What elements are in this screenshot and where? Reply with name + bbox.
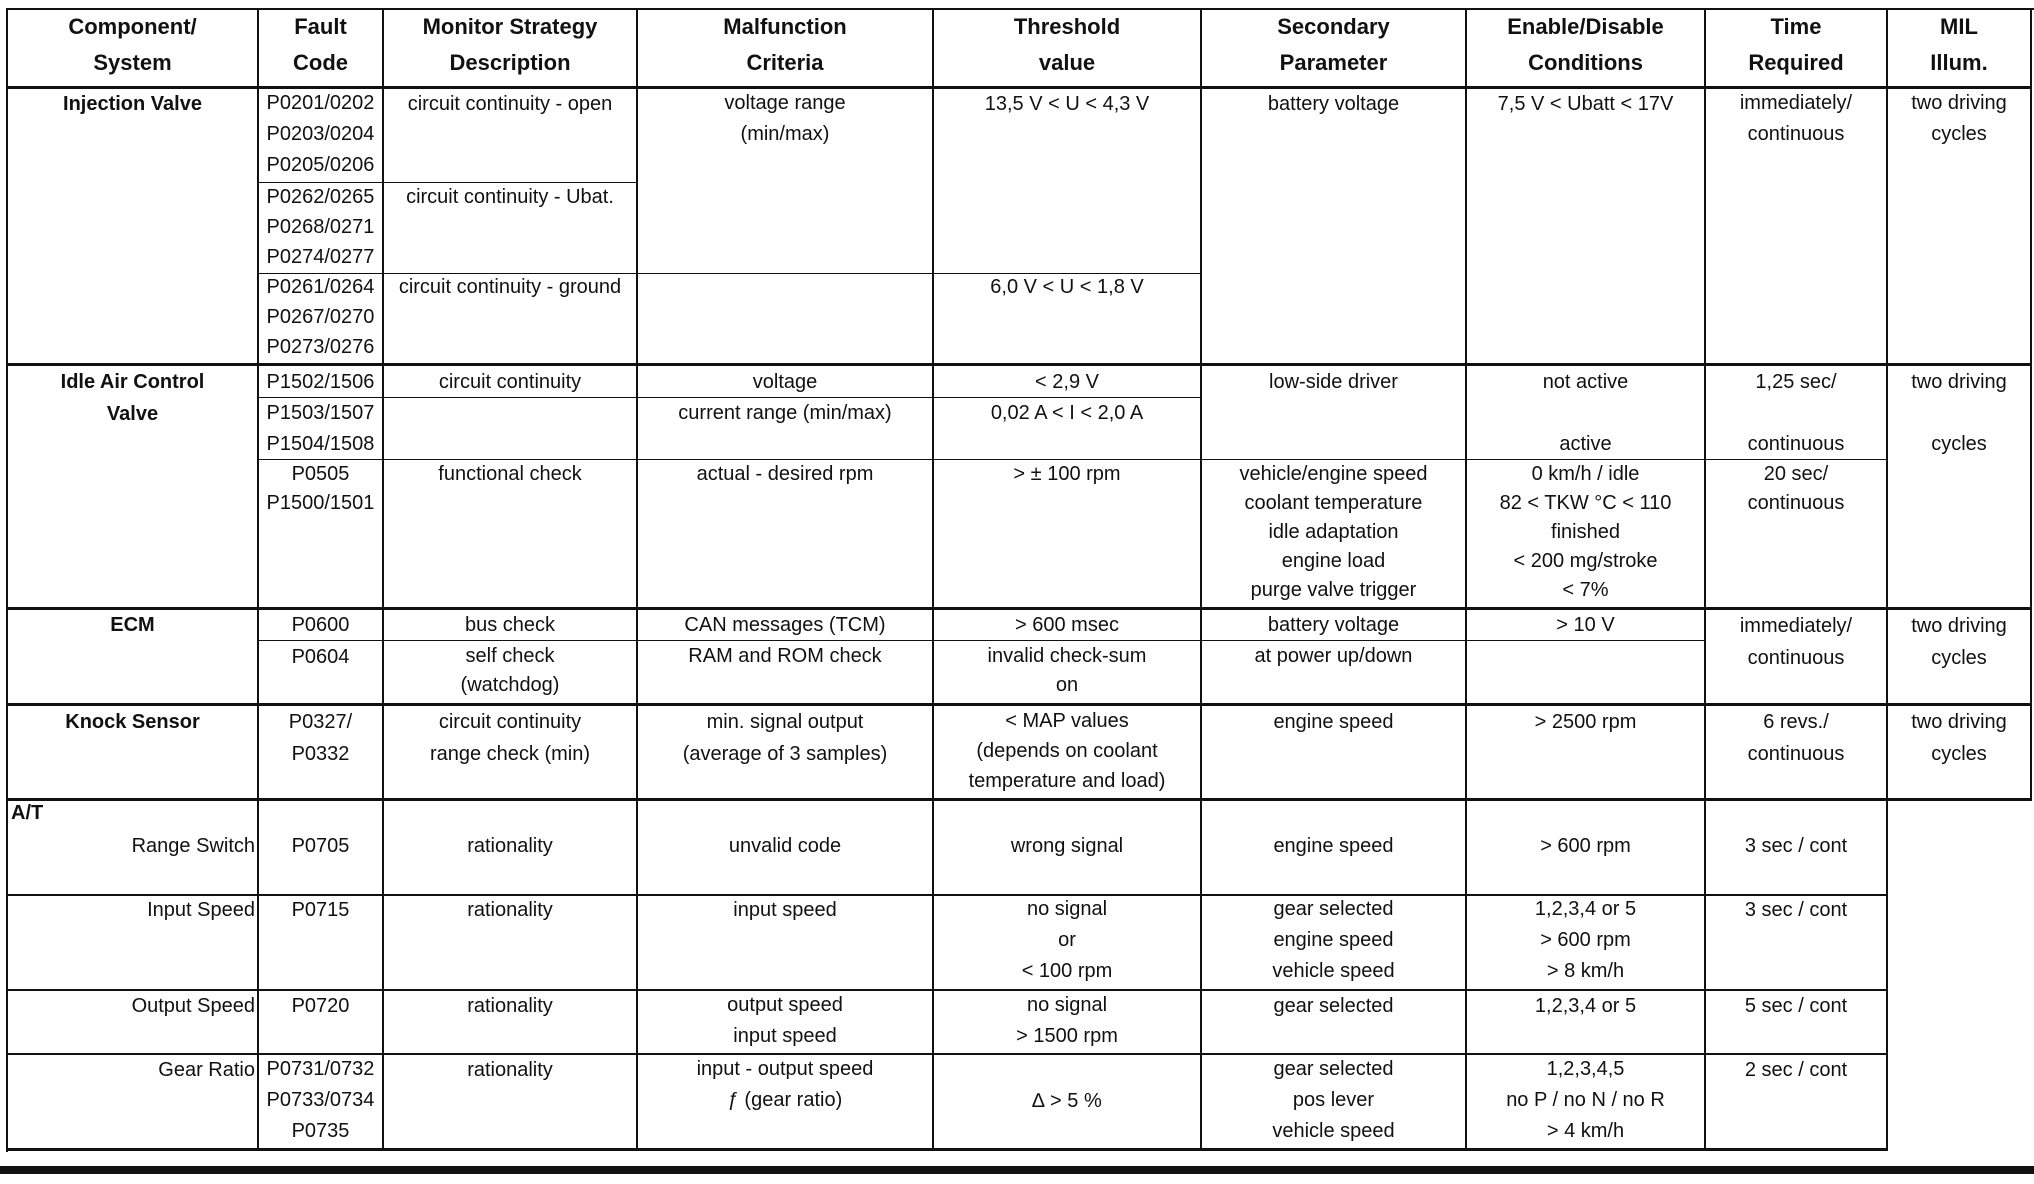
injection-secondary: battery voltage bbox=[1267, 93, 1400, 115]
idle-component: Idle Air Control Valve bbox=[60, 371, 205, 425]
at-output-threshold: no signal > 1500 rpm bbox=[1016, 994, 1118, 1047]
at-output-time: 5 sec / cont bbox=[1744, 995, 1848, 1017]
ecm-secondary-a: battery voltage bbox=[1267, 614, 1400, 636]
col-divider-8 bbox=[1886, 8, 1888, 1151]
knock-mil: two driving cycles bbox=[1911, 711, 2007, 765]
ecm-mil: two driving cycles bbox=[1911, 615, 2007, 669]
ecm-enable-a: > 10 V bbox=[1556, 614, 1615, 636]
page-rule bbox=[0, 1166, 2034, 1174]
idle-fault-a: P1502/1506 bbox=[266, 371, 375, 393]
ecm-fault-a: P0600 bbox=[291, 614, 350, 636]
at-group-divider bbox=[1886, 800, 1887, 801]
idle-malfunction-a: voltage bbox=[752, 371, 818, 393]
injection-fault-c: P0261/0264 P0267/0270 P0273/0276 bbox=[266, 276, 375, 358]
idle-threshold-b: 0,02 A < I < 2,0 A bbox=[990, 402, 1144, 424]
idle-strategy-a: circuit continuity bbox=[438, 371, 582, 393]
at-gear-secondary: gear selected pos lever vehicle speed bbox=[1272, 1058, 1395, 1142]
header-enable-disable: Enable/Disable Conditions bbox=[1507, 14, 1664, 75]
at-gear-threshold: ∆ > 5 % bbox=[1032, 1090, 1102, 1112]
row-divider-knock bbox=[6, 798, 2032, 801]
idle-time-c: 20 sec/ continuous bbox=[1747, 463, 1845, 514]
at-input-time: 3 sec / cont bbox=[1744, 899, 1848, 921]
injection-component: Injection Valve bbox=[63, 93, 202, 115]
idle-secondary-c: vehicle/engine speed coolant temperature idle adaptation engine load purge valve trigger bbox=[1239, 463, 1428, 601]
idle-mil-2: cycles bbox=[1931, 433, 1987, 455]
injection-strategy-c: circuit continuity - ground bbox=[398, 276, 622, 298]
injection-fault-b: P0262/0265 P0268/0271 P0274/0277 bbox=[266, 186, 375, 268]
at-range-threshold: wrong signal bbox=[1010, 835, 1124, 857]
at-output-strategy: rationality bbox=[467, 995, 553, 1017]
idle-strategy-c: functional check bbox=[438, 463, 582, 485]
knock-secondary: engine speed bbox=[1273, 711, 1394, 733]
injection-threshold-a: 13,5 V < U < 4,3 V bbox=[984, 93, 1150, 115]
ecm-time: immediately/ continuous bbox=[1739, 615, 1853, 669]
at-range-time: 3 sec / cont bbox=[1744, 835, 1848, 857]
injection-strategy-a: circuit continuity - open bbox=[407, 93, 613, 115]
idle-enable-a1: not active bbox=[1542, 371, 1629, 393]
ecm-fault-b: P0604 bbox=[291, 646, 350, 668]
header-threshold: Threshold value bbox=[1013, 14, 1121, 75]
header-component: Component/ System bbox=[68, 14, 197, 75]
idle-mil-1: two driving bbox=[1911, 371, 2007, 393]
at-gear-fault: P0731/0732 P0733/0734 P0735 bbox=[266, 1058, 375, 1142]
idle-enable-a2: active bbox=[1559, 433, 1612, 455]
table-border-left bbox=[6, 8, 8, 1152]
idle-threshold-c: > ± 100 rpm bbox=[1013, 463, 1121, 485]
at-range-secondary: engine speed bbox=[1273, 835, 1394, 857]
idle-threshold-a: < 2,9 V bbox=[1035, 371, 1099, 393]
ecm-malfunction-a: CAN messages (TCM) bbox=[684, 614, 886, 636]
ecm-threshold-a: > 600 msec bbox=[1015, 614, 1119, 636]
at-range-strategy: rationality bbox=[467, 835, 553, 857]
idle-malfunction-b: current range (min/max) bbox=[678, 402, 892, 424]
at-input-threshold: no signal or < 100 rpm bbox=[1021, 898, 1113, 982]
at-range-malfunction: unvalid code bbox=[728, 835, 842, 857]
at-gear-component: Gear Ratio bbox=[158, 1059, 255, 1081]
col-divider-7 bbox=[1704, 8, 1706, 1151]
at-gear-malfunction: input - output speed ƒ (gear ratio) bbox=[696, 1058, 874, 1111]
ecm-strategy-b: self check (watchdog) bbox=[460, 645, 560, 696]
at-output-component: Output Speed bbox=[131, 995, 255, 1017]
at-gear-time: 2 sec / cont bbox=[1744, 1059, 1848, 1081]
header-fault-code: Fault Code bbox=[293, 14, 348, 75]
header-secondary: Secondary Parameter bbox=[1277, 14, 1390, 75]
at-input-enable: 1,2,3,4 or 5 > 600 rpm > 8 km/h bbox=[1534, 898, 1637, 982]
at-group-label: A/T bbox=[11, 802, 44, 824]
idle-enable-c: 0 km/h / idle 82 < TKW °C < 110 finished < 200 mg/stroke < 7% bbox=[1499, 463, 1672, 601]
ecm-strategy-a: bus check bbox=[464, 614, 556, 636]
at-output-secondary: gear selected bbox=[1273, 995, 1394, 1017]
ecm-threshold-b: invalid check-sum on bbox=[987, 645, 1147, 696]
knock-component: Knock Sensor bbox=[65, 711, 200, 733]
at-input-strategy: rationality bbox=[467, 899, 553, 921]
idle-secondary-a: low-side driver bbox=[1269, 371, 1398, 393]
injection-fault-a: P0201/0202 P0203/0204 P0205/0206 bbox=[266, 92, 375, 176]
idle-fault-c: P0505 P1500/1501 bbox=[266, 463, 375, 514]
injection-time: immediately/ continuous bbox=[1739, 92, 1853, 145]
at-output-malfunction: output speed input speed bbox=[727, 994, 843, 1047]
at-output-enable: 1,2,3,4 or 5 bbox=[1534, 995, 1637, 1017]
header-mil: MIL Illum. bbox=[1930, 14, 1988, 75]
idle-time-a1: 1,25 sec/ bbox=[1755, 371, 1837, 393]
col-divider-3 bbox=[636, 8, 638, 1151]
ecm-malfunction-b: RAM and ROM check bbox=[688, 645, 882, 667]
at-input-component: Input Speed bbox=[147, 899, 255, 921]
table-border-right bbox=[2030, 8, 2032, 800]
knock-enable: > 2500 rpm bbox=[1534, 711, 1637, 733]
header-time-required: Time Required bbox=[1748, 14, 1844, 75]
at-output-fault: P0720 bbox=[291, 995, 350, 1017]
injection-threshold-c: 6,0 V < U < 1,8 V bbox=[990, 276, 1144, 298]
at-range-enable: > 600 rpm bbox=[1540, 835, 1631, 857]
injection-enable: 7,5 V < Ubatt < 17V bbox=[1497, 93, 1674, 115]
ecm-secondary-b: at power up/down bbox=[1254, 645, 1413, 667]
knock-malfunction: min. signal output (average of 3 samples) bbox=[682, 711, 888, 765]
at-input-secondary: gear selected engine speed vehicle speed bbox=[1272, 898, 1395, 982]
knock-time: 6 revs./ continuous bbox=[1747, 711, 1845, 765]
header-malfunction: Malfunction Criteria bbox=[723, 14, 847, 75]
injection-malfunction: voltage range (min/max) bbox=[724, 92, 846, 145]
at-range-fault: P0705 bbox=[291, 835, 350, 857]
ecm-sub-1 bbox=[258, 640, 1704, 641]
injection-strategy-b: circuit continuity - Ubat. bbox=[406, 186, 614, 208]
idle-fault-b: P1503/1507 P1504/1508 bbox=[266, 402, 375, 455]
header-monitor-strategy: Monitor Strategy Description bbox=[422, 14, 598, 75]
table-border-bottom bbox=[6, 1148, 1886, 1151]
idle-time-a2: continuous bbox=[1747, 433, 1845, 455]
at-input-fault: P0715 bbox=[291, 899, 350, 921]
knock-strategy: circuit continuity range check (min) bbox=[429, 711, 591, 765]
at-gear-enable: 1,2,3,4,5 no P / no N / no R > 4 km/h bbox=[1506, 1058, 1665, 1142]
knock-threshold: < MAP values (depends on coolant temperature and load) bbox=[968, 710, 1166, 792]
idle-malfunction-c: actual - desired rpm bbox=[696, 463, 874, 485]
ecm-component: ECM bbox=[110, 614, 155, 636]
at-gear-strategy: rationality bbox=[467, 1059, 553, 1081]
at-range-component: Range Switch bbox=[131, 835, 255, 857]
injection-mil: two driving cycles bbox=[1911, 92, 2007, 145]
knock-fault: P0327/ P0332 bbox=[288, 711, 353, 765]
col-divider-2 bbox=[382, 8, 384, 1151]
at-input-malfunction: input speed bbox=[733, 899, 837, 921]
